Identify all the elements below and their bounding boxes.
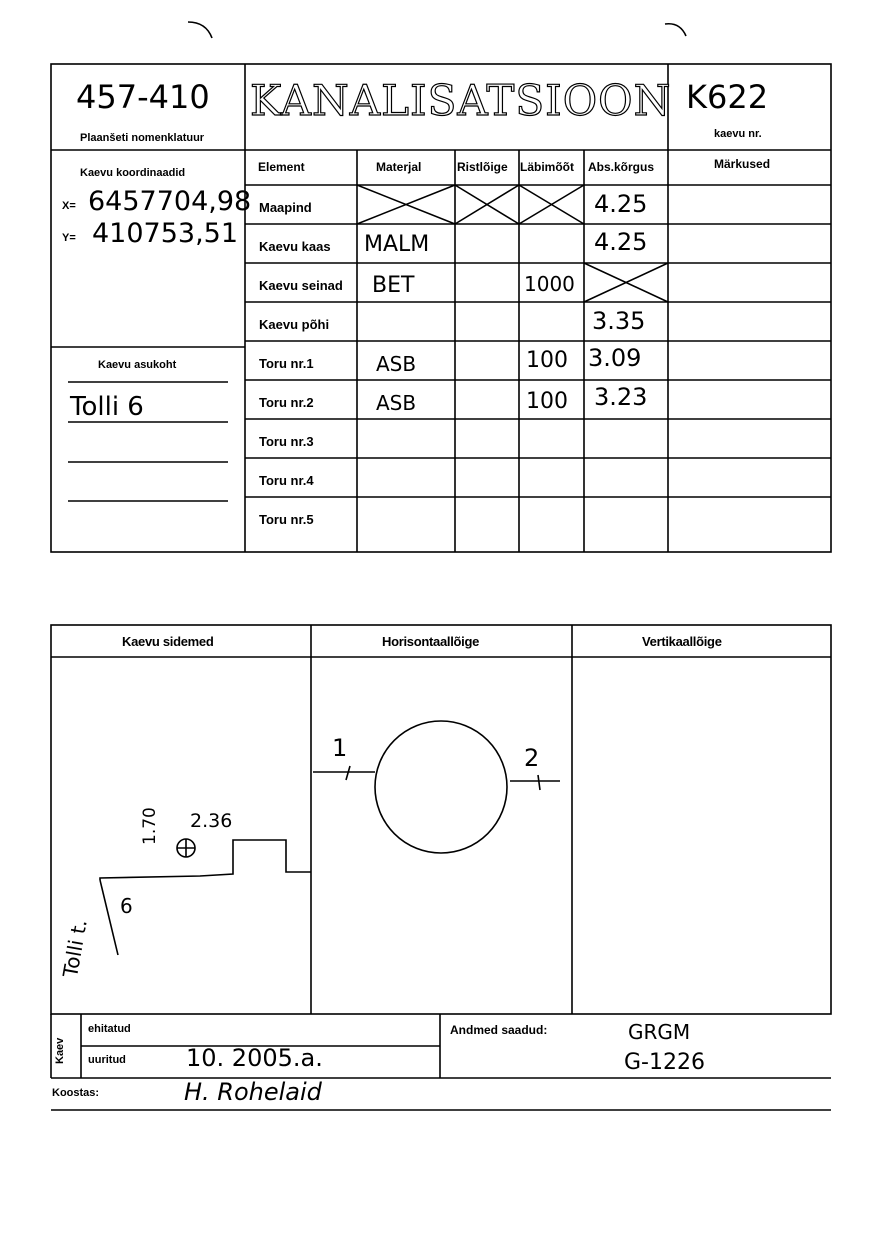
- coords-y-label: Y=: [62, 232, 76, 244]
- row-material: ASB: [376, 352, 417, 376]
- tie-distance-2: 1.70: [140, 807, 160, 845]
- built-label: ehitatud: [88, 1023, 131, 1035]
- row-diameter: 1000: [524, 272, 575, 296]
- row-element: Toru nr.5: [259, 512, 314, 527]
- compiler-value: H. Rohelaid: [184, 1078, 322, 1106]
- row-height: 4.25: [594, 190, 648, 218]
- coords-label: Kaevu koordinaadid: [80, 167, 186, 179]
- row-element: Kaevu põhi: [259, 317, 330, 332]
- row-element: Toru nr.3: [259, 434, 314, 449]
- col-header-notes: Märkused: [714, 157, 771, 171]
- location-label: Kaevu asukoht: [98, 359, 177, 371]
- well-number-label: kaevu nr.: [714, 128, 762, 140]
- col-header-material: Materjal: [376, 160, 422, 174]
- coords-x-value: 6457704,98: [88, 186, 252, 217]
- page-title: KANALISATSIOON: [250, 76, 672, 125]
- row-element: Toru nr.2: [259, 395, 314, 410]
- row-diameter: 100: [526, 389, 568, 414]
- row-element: Maapind: [259, 200, 312, 215]
- tie-distance-1: 2.36: [190, 810, 233, 832]
- sketch-col3-header: Vertikaallõige: [642, 634, 722, 649]
- data-source-label: Andmed saadud:: [450, 1023, 548, 1037]
- sketch-col2-header: Horisontaallõige: [382, 634, 480, 649]
- street-name: Tolli t.: [58, 917, 92, 980]
- col-header-diameter: Läbimõõt: [520, 160, 574, 174]
- col-header-cross-section: Ristlõige: [457, 160, 508, 174]
- row-element: Kaevu seinad: [259, 278, 343, 293]
- row-element: Toru nr.4: [259, 473, 314, 488]
- row-material: ASB: [376, 391, 417, 415]
- house-number: 6: [120, 894, 133, 918]
- well-side-label: Kaev: [54, 1037, 66, 1064]
- surveyed-value: 10. 2005.a.: [186, 1044, 323, 1072]
- row-diameter: 100: [526, 348, 568, 373]
- col-header-abs-height: Abs.kõrgus: [588, 160, 655, 174]
- col-header-element: Element: [258, 160, 305, 174]
- pipe-2-label: 2: [524, 744, 540, 772]
- row-height: 3.23: [594, 383, 648, 411]
- data-source-value-1: GRGM: [628, 1020, 691, 1044]
- coords-x-label: X=: [62, 200, 76, 212]
- pipe-1-label: 1: [332, 734, 348, 762]
- location-value: Tolli 6: [70, 392, 144, 422]
- row-height: 3.09: [588, 344, 642, 372]
- row-material: MALM: [364, 232, 430, 257]
- coords-y-value: 410753,51: [92, 218, 239, 249]
- row-element: Kaevu kaas: [259, 239, 331, 254]
- well-number-value: K622: [686, 78, 769, 116]
- row-material: BET: [372, 273, 415, 298]
- row-height: 4.25: [594, 228, 648, 256]
- compiler-label: Koostas:: [52, 1087, 100, 1099]
- sketch-col1-header: Kaevu sidemed: [122, 634, 214, 649]
- nomenclature-label: Plaanšeti nomenklatuur: [80, 132, 205, 144]
- surveyed-label: uuritud: [88, 1054, 126, 1066]
- row-height: 3.35: [592, 307, 646, 335]
- data-source-value-2: G-1226: [624, 1050, 705, 1075]
- nomenclature-value: 457-410: [76, 78, 210, 116]
- row-element: Toru nr.1: [259, 356, 314, 371]
